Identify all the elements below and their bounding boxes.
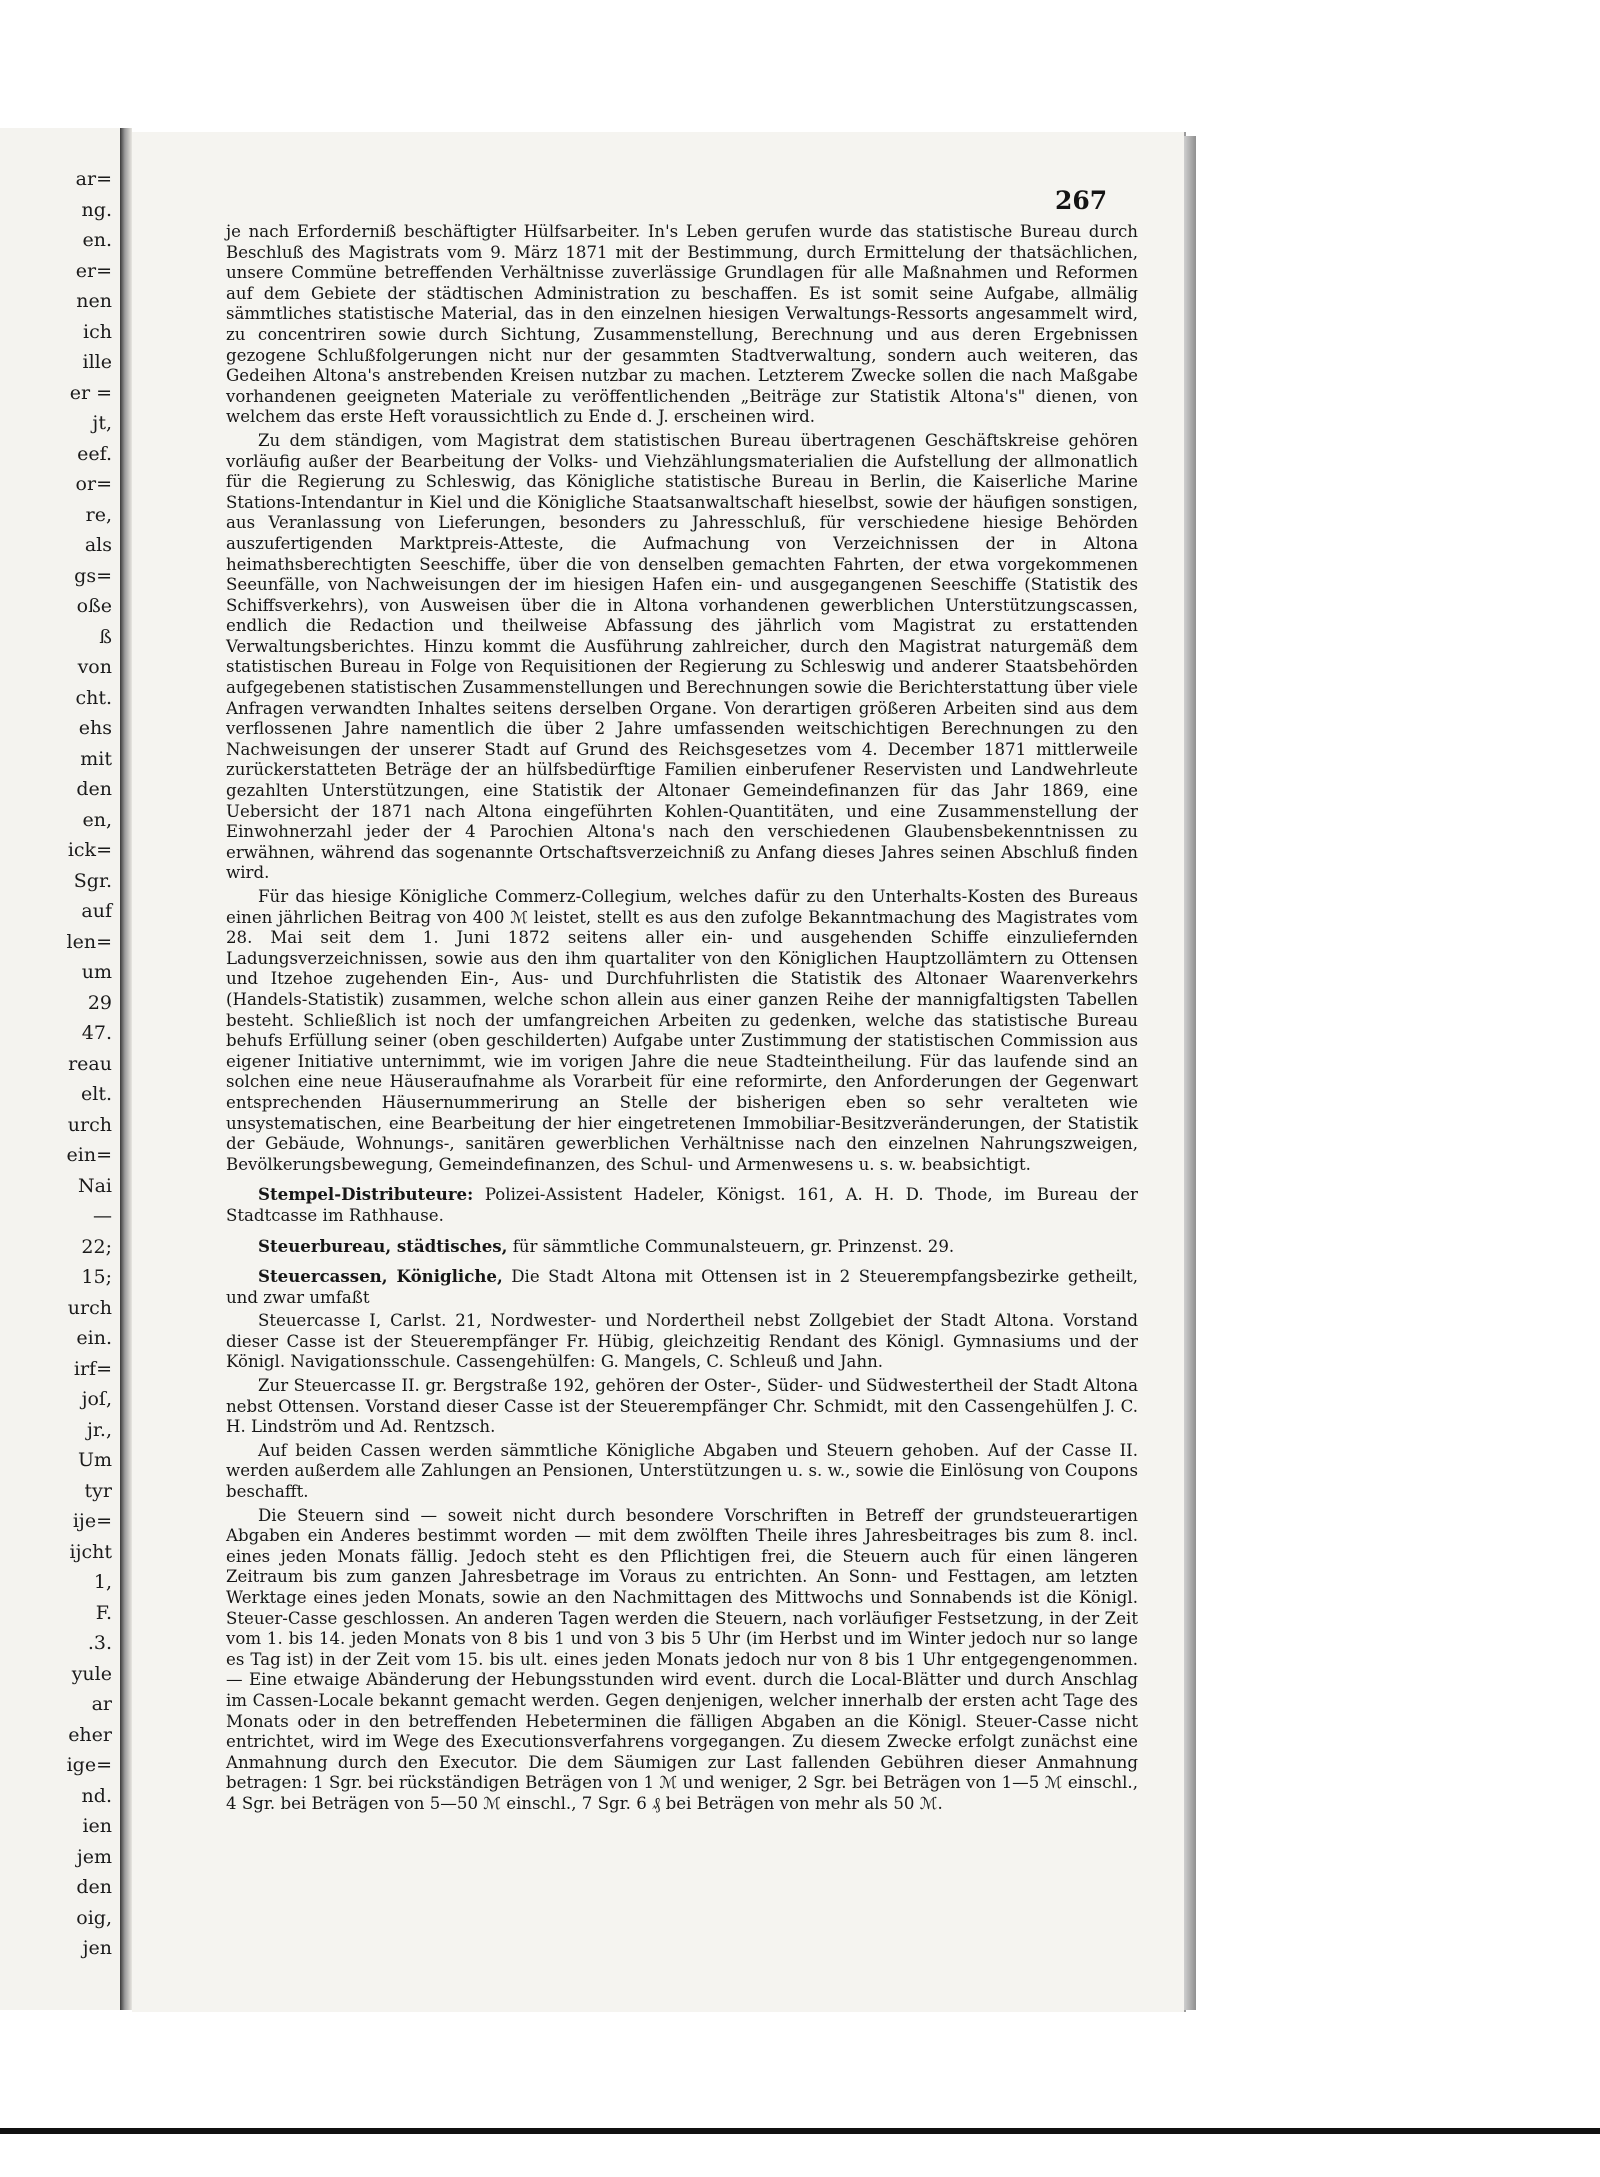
left-page-text-fragment: re, — [85, 503, 112, 526]
left-page-text-fragment: ick= — [67, 839, 112, 862]
left-page-text-fragment: urch — [67, 1296, 112, 1319]
paragraph-beide-cassen — [226, 1441, 1138, 1503]
entry-heading: Steuercassen, Königliche, — [258, 1266, 503, 1287]
left-page-text-fragment: 47. — [81, 1022, 112, 1045]
left-page-text-fragment: ijcht — [69, 1540, 112, 1563]
left-page-text-fragment: gs= — [74, 564, 112, 587]
paragraph-steuern-faelligkeit — [226, 1506, 1138, 1815]
left-page-text-fragment: mit — [80, 747, 112, 770]
left-page-text-fragment: joſ, — [81, 1388, 112, 1411]
left-page-text-fragment: en. — [82, 229, 112, 252]
entry-steuerbureau — [226, 1236, 1138, 1258]
scan-bottom-edge — [0, 2128, 1600, 2134]
entry-steuercassen — [226, 1266, 1138, 1308]
page-body — [226, 222, 1138, 1815]
left-page-text-fragment: ich — [83, 320, 112, 343]
left-page-text-fragment: elt. — [81, 1083, 112, 1106]
entry-stempel-distributeure — [226, 1184, 1138, 1226]
left-page-text-fragment: ein. — [76, 1327, 112, 1350]
entry-heading: Stempel-Distributeure: — [258, 1184, 474, 1205]
left-page-text-fragment: nd. — [81, 1784, 112, 1807]
entry-heading: Steuerbureau, städtisches, — [258, 1235, 508, 1256]
left-page-text-fragment: ije= — [72, 1510, 112, 1533]
left-page-text-fragment: eef. — [77, 442, 112, 465]
left-page-text-fragment: 22; — [81, 1235, 112, 1258]
paragraph-text: Zu dem ständigen, vom Magistrat dem statistischen Bureau übertragenen Geschäftskreise gehören vorläufig außer der Bearbeitung der Volks- und Viehzählungsmaterialien die Aufstellung der allmonatlich für die Regierung zu Schleswig, das Königliche statistische Bureau in Berlin, die Kaiserliche Marine Stations-Intendantur in Kiel und die Königliche Staatsanwaltschaft hieselbst, sowie der häufigen sonstigen, aus Veranlassung von Lieferungen, besonders zu Jahresschluß, für verschiedene hiesige Behörden auszufertigenden Marktpreis-Atteste, die Aufmachung von Verzeichnissen der in Altona heimathsberechtigten Seeschiffe, über die von denselben gemachten Fahrten, der etwa vorgekommenen Seeunfälle, von Nachweisungen der im hiesigen Hafen ein- und ausgegangenen Seeschiffe (Statistik des Schiffsverkehrs), von Ausweisen über die in Altona vorhandenen gewerblichen Unterstützungscassen, endlich die Redaction und theilweise Abfassung des jährlich vom Magistrat zu erstattenden Verwaltungsberichtes. Hinzu kommt die Ausführung zahlreicher, durch den Magistrat naturgemäß dem statistischen Bureau in Folge von Requisitionen der Regierung zu Schleswig und anderer Staatsbehörden aufgegebenen statistischen Zusammenstellungen und Berechnungen sowie die Berichterstattung über viele Anfragen verwandten Inhaltes seitens derselben Organe. Von derartigen größeren Arbeiten sind aus dem verflossenen Jahre namentlich die über 2 Jahre umfassenden weitschichtigen Berechnungen zu den Nachweisungen der unserer Stadt auf Grund des Reichsgesetzes vom 4. December 1871 mittlerweile zurückerstatteten Beträge der an hülfsbedürftige Familien einberufener Reservisten und Landwehrleute gezahlten Unterstützungen, eine Statistik der Altonaer Gemeindefinanzen für das Jahr 1869, eine Uebersicht der 1871 nach Altona eingeführten Kohlen-Quantitäten, und eine Zusammenstellung der Einwohnerzahl jeder der 4 Parochien Altona's nach den verschiedenen Glaubensbekenntnissen zu erwähnen, während das sogenannte Ortschaftsverzeichniß zu Anfang dieses Jahres seinen Abschluß finden wird. — [226, 430, 1138, 883]
paragraph-steuercasse-2 — [226, 1376, 1138, 1438]
paragraph-text: je nach Erforderniß beschäftigter Hülfsarbeiter. In's Leben gerufen wurde das statistische Bureau durch Beschluß des Magistrats vom 9. März 1871 mit der Bestimmung, durch Ermittelung der thatsächlichen, unsere Commüne betreffenden Verhältnisse zuverlässige Grundlagen für alle Maßnahmen und Reformen auf dem Gebiete der städtischen Administration zu beschaffen. Es ist somit seine Aufgabe, allmälig sämmtliches statistische Material, das in den einzelnen hiesigen Verwaltungs-Ressorts angesammelt wird, zu concentriren sowie durch Sichtung, Zusammenstellung, Berechnung und aus deren Ergebnissen gezogene Schlußfolgerungen nicht nur der gesammten Stadtverwaltung, sondern auch weiteren, das Gedeihen Altona's anstrebenden Kreisen nutzbar zu machen. Letzterem Zwecke sollen die nach Maßgabe vorhandenen geeigneten Materiale zu veröffentlichenden „Beiträge zur Statistik Altona's" dienen, von welchem das erste Heft voraussichtlich zu Ende d. J. erscheinen wird. — [226, 222, 1138, 427]
paragraph-text: Zur Steuercasse II. gr. Bergstraße 192, gehören der Oster-, Süder- und Südwestertheil der Stadt Altona nebst Ottensen. Vorstand dieser Casse ist der Steuerempfänger Chr. Schmidt, mit den Cassengehülfen J. C. H. Lindström und Ad. Rentzsch. — [226, 1376, 1138, 1437]
left-page-text-fragment: als — [84, 534, 112, 557]
left-page-text-fragment: yule — [71, 1662, 112, 1685]
left-page-text-fragment: 15; — [81, 1266, 112, 1289]
left-page-text-fragment: er = — [69, 381, 112, 404]
left-page-text-fragment: oße — [76, 595, 112, 618]
left-page-text-fragment: oig, — [76, 1906, 112, 1929]
left-page-text-fragment: auf — [81, 900, 112, 923]
left-page-fragment — [0, 128, 123, 2010]
left-page-text-fragment: .3. — [87, 1632, 112, 1655]
paragraph-text: Steuercasse I, Carlst. 21, Nordwester- und Nordertheil nebst Zollgebiet der Stadt Altona. Vorstand dieser Casse ist der Steuerempfänger Fr. Hübig, gleichzeitig Rendant des Königl. Gymnasiums und der Königl. Navigationsschule. Cassengehülfen: G. Mangels, C. Schleuß und Jahn. — [226, 1311, 1138, 1372]
left-page-text-fragment: ein= — [66, 1144, 112, 1167]
entry-text: Polizei-Assistent Hadeler, Königst. 161, A. H. D. Thode, im Bureau der Stadtcasse im Rathhause. — [226, 1185, 1138, 1225]
left-page-text-fragment: ar= — [75, 168, 112, 190]
left-page-text-fragment: Um — [77, 1449, 112, 1472]
left-page-text-fragment: cht. — [75, 686, 112, 709]
left-page-text-fragment: eher — [68, 1723, 112, 1746]
left-page-text-fragment: 1, — [93, 1571, 112, 1594]
left-page-text-fragment: ng. — [81, 198, 112, 221]
left-page-text-fragment: ille — [82, 351, 112, 374]
left-page-text-fragment: ehs — [78, 717, 112, 740]
left-page-text-fragment: irf= — [73, 1357, 112, 1380]
paragraph-bureau-duties — [226, 431, 1138, 884]
left-page-text-fragment: von — [77, 656, 112, 679]
left-page-text-fragment: F. — [95, 1601, 112, 1624]
left-page-text-fragment: den — [76, 1876, 112, 1899]
left-page-text-fragment: ar — [91, 1693, 112, 1716]
left-page-text-fragment: jr., — [87, 1418, 112, 1441]
left-page-text-fragment: jt, — [92, 412, 112, 435]
left-page-text-fragment: jem — [76, 1845, 112, 1868]
entry-text: für sämmtliche Communalsteuern, gr. Prinzenst. 29. — [512, 1236, 955, 1256]
left-page-text-fragment: ß — [99, 625, 112, 648]
left-page-text-fragment: or= — [75, 473, 112, 496]
left-page-text-fragment: urch — [67, 1113, 112, 1136]
left-page-text-fragment: tyr — [84, 1479, 112, 1502]
left-page-text-fragment: len= — [66, 930, 112, 953]
left-page-text-fragment: ige= — [66, 1754, 112, 1777]
left-page-text-fragment: — — [93, 1205, 112, 1228]
left-page-text-fragment: Nai — [77, 1174, 112, 1197]
page-edge — [1184, 136, 1196, 2010]
page-number: 267 — [1055, 186, 1108, 215]
book-gutter — [120, 128, 132, 2010]
left-page-text-fragment: ien — [82, 1815, 112, 1838]
left-page-text-fragment: reau — [68, 1052, 112, 1075]
left-page-text-fragment: er= — [75, 259, 112, 282]
paragraph-commerz-collegium — [226, 887, 1138, 1175]
left-page-text-fragment: nen — [76, 290, 112, 313]
left-page-text-fragment: jen — [82, 1937, 112, 1960]
left-page-text-fragment: en, — [82, 808, 112, 831]
left-page-text-fragment: 29 — [87, 991, 112, 1014]
left-page-text-fragment: Sgr. — [73, 869, 112, 892]
paragraph-bureau-founding — [226, 222, 1138, 428]
left-page-text-fragment: den — [76, 778, 112, 801]
left-page-text-fragment: um — [81, 961, 112, 984]
entry-text: Die Stadt Altona mit Ottensen ist in 2 Steuerempfangsbezirke getheilt, und zwar umfaßt — [226, 1267, 1139, 1307]
paragraph-text: Für das hiesige Königliche Commerz-Collegium, welches dafür zu den Unterhalts-Kosten des Bureaus einen jährlichen Beitrag von 400 ℳ leistet, stellt es aus den zufolge Bekanntmachung des Magistrates vom 28. Mai seit dem 1. Juni 1872 seitens aller ein- und ausgehenden Schiffe einzuliefernden Ladungsverzeichnissen, sowie aus den ihm quartaliter von den Königlichen Hauptzollämtern zu Ottensen und Itzehoe zugehenden Ein-, Aus- und Durchfuhrlisten die Statistik des Altonaer Waarenverkehrs (Handels-Statistik) zusammen, welche schon allein aus einer ganzen Reihe der mannigfaltigsten Tabellen besteht. Schließlich ist noch der umfangreichen Arbeiten zu gedenken, welche das statistische Bureau behufs Erfüllung seiner (oben geschilderten) Aufgabe unter Zustimmung der statistischen Commission aus eigener Initiative unternimmt, wie im vorigen Jahre die neue Stadteintheilung. Für das laufende sind an solchen eine neue Häuseraufnahme als Vorarbeit für eine reformirte, den Anforderungen der Gegenwart entsprechenden Häusernummerirung an Stelle der bisherigen eben so sehr veralteten wie unsystematischen, eine Bearbeitung der hier eingetretenen Immobiliar-Besitzveränderungen, der Statistik der Gebäude, Wohnungs-, sanitären gewerblichen Verhältnisse nach den einzelnen Nahrungszweigen, Bevölkerungsbewegung, Gemeindefinanzen, des Schul- und Armenwesens u. s. w. beabsichtigt. — [226, 887, 1138, 1174]
paragraph-text: Auf beiden Cassen werden sämmtliche Königliche Abgaben und Steuern gehoben. Auf der Casse II. werden außerdem alle Zahlungen an Pensionen, Unterstützungen u. s. w., sowie die Einlösung von Coupons beschafft. — [226, 1440, 1138, 1502]
paragraph-text: Die Steuern sind — soweit nicht durch besondere Vorschriften in Betreff der grundsteuerartigen Abgaben ein Anderes bestimmt worden — mit dem zwölften Theile ihres Jahresbeitrages bis zum 8. incl. eines jeden Monats fällig. Jedoch steht es den Pflichtigen frei, die Steuern auch für einen längeren Zeitraum bis zum ganzen Jahresbetrage im Voraus zu entrichten. An Sonn- und Festtagen, am letzten Werktage eines jeden Monats, sowie an den Nachmittagen des Mittwochs und Sonnabends ist die Königl. Steuer-Casse geschlossen. An anderen Tagen werden die Steuern, nach vorläufiger Festsetzung, in der Zeit vom 1. bis 14. jeden Monats von 8 bis 1 und von 3 bis 5 Uhr (im Herbst und im Winter jedoch nur so lange es Tag ist) in der Zeit vom 15. bis ult. eines jeden Monats jedoch nur von 8 bis 1 Uhr entgegengenommen. — Eine etwaige Abänderung der Hebungsstunden wird event. durch die Local-Blätter und durch Anschlag im Cassen-Locale bekannt gemacht werden. Gegen denjenigen, welcher innerhalb der ersten acht Tage des Monats oder in den betreffenden Hebeterminen die fälligen Abgaben an die Königl. Steuer-Casse nicht entrichtet, wird im Wege des Executionsverfahrens vorgegangen. Zu diesem Zwecke erfolgt zunächst eine Anmahnung durch den Executor. Die dem Säumigen zur Last fallenden Gebühren dieser Anmahnung betragen: 1 Sgr. bei rückständigen Beträgen von 1 ℳ und weniger, 2 Sgr. bei Beträgen von 1—5 ℳ einschl., 4 Sgr. bei Beträgen von 5—50 ℳ einschl., 7 Sgr. 6 ₰ bei Beträgen von mehr als 50 ℳ. — [226, 1505, 1138, 1813]
paragraph-steuercasse-1 — [226, 1311, 1138, 1373]
